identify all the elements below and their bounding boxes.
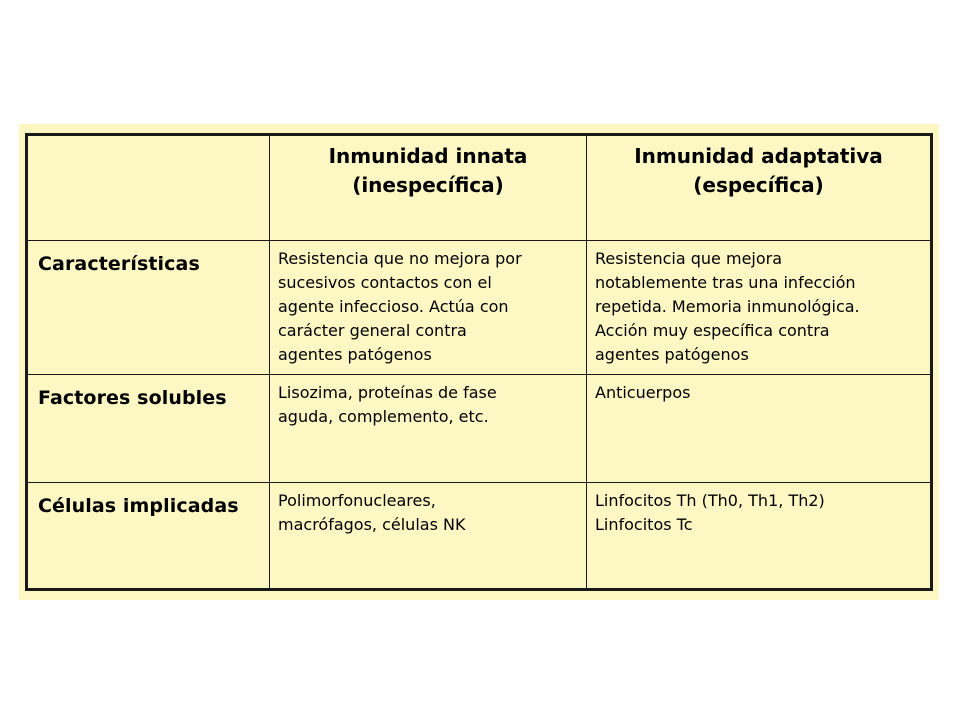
cell-line: Acción muy específica contra — [595, 321, 830, 340]
cell-caracteristicas-adaptive — [587, 241, 932, 375]
cell-line: Linfocitos Th (Th0, Th1, Th2) — [595, 491, 825, 510]
row-label-factores-solubles: Factores solubles — [27, 375, 270, 483]
cell-line: aguda, complemento, etc. — [278, 407, 489, 426]
header-adaptive-line-1: Inmunidad adaptativa — [634, 144, 883, 168]
cell-celulas-adaptive — [587, 483, 932, 590]
cell-line: Polimorfonucleares, — [278, 491, 436, 510]
cell-line: Linfocitos Tc — [595, 515, 693, 534]
cell-line: repetida. Memoria inmunológica. — [595, 297, 860, 316]
cell-caracteristicas-innate — [270, 241, 587, 375]
cell-line: Resistencia que no mejora por — [278, 249, 522, 268]
header-adaptive-line-2: (específica) — [693, 173, 824, 197]
cell-line: macrófagos, células NK — [278, 515, 466, 534]
cell-line: sucesivos contactos con el — [278, 273, 492, 292]
row-label-celulas-implicadas: Células implicadas — [27, 483, 270, 590]
cell-line: notablemente tras una infección — [595, 273, 856, 292]
cell-line: Anticuerpos — [595, 383, 691, 402]
cell-line: agentes patógenos — [595, 345, 749, 364]
table-row — [27, 483, 932, 590]
cell-line: Resistencia que mejora — [595, 249, 783, 268]
cell-factores-innate — [270, 375, 587, 483]
immunity-comparison-table — [25, 133, 933, 591]
header-innate-line-2: (inespecífica) — [352, 173, 504, 197]
cell-line: Lisozima, proteínas de fase — [278, 383, 497, 402]
cell-line: agente infeccioso. Actúa con — [278, 297, 509, 316]
header-empty-cell — [27, 135, 270, 241]
header-innate-line-1: Inmunidad innata — [328, 144, 528, 168]
header-row — [27, 135, 932, 241]
table-row — [27, 375, 932, 483]
header-innate — [270, 135, 587, 241]
table-row — [27, 241, 932, 375]
row-label-caracteristicas: Características — [27, 241, 270, 375]
cell-line: carácter general contra — [278, 321, 467, 340]
cell-celulas-innate — [270, 483, 587, 590]
cell-factores-adaptive — [587, 375, 932, 483]
header-adaptive — [587, 135, 932, 241]
cell-line: agentes patógenos — [278, 345, 432, 364]
